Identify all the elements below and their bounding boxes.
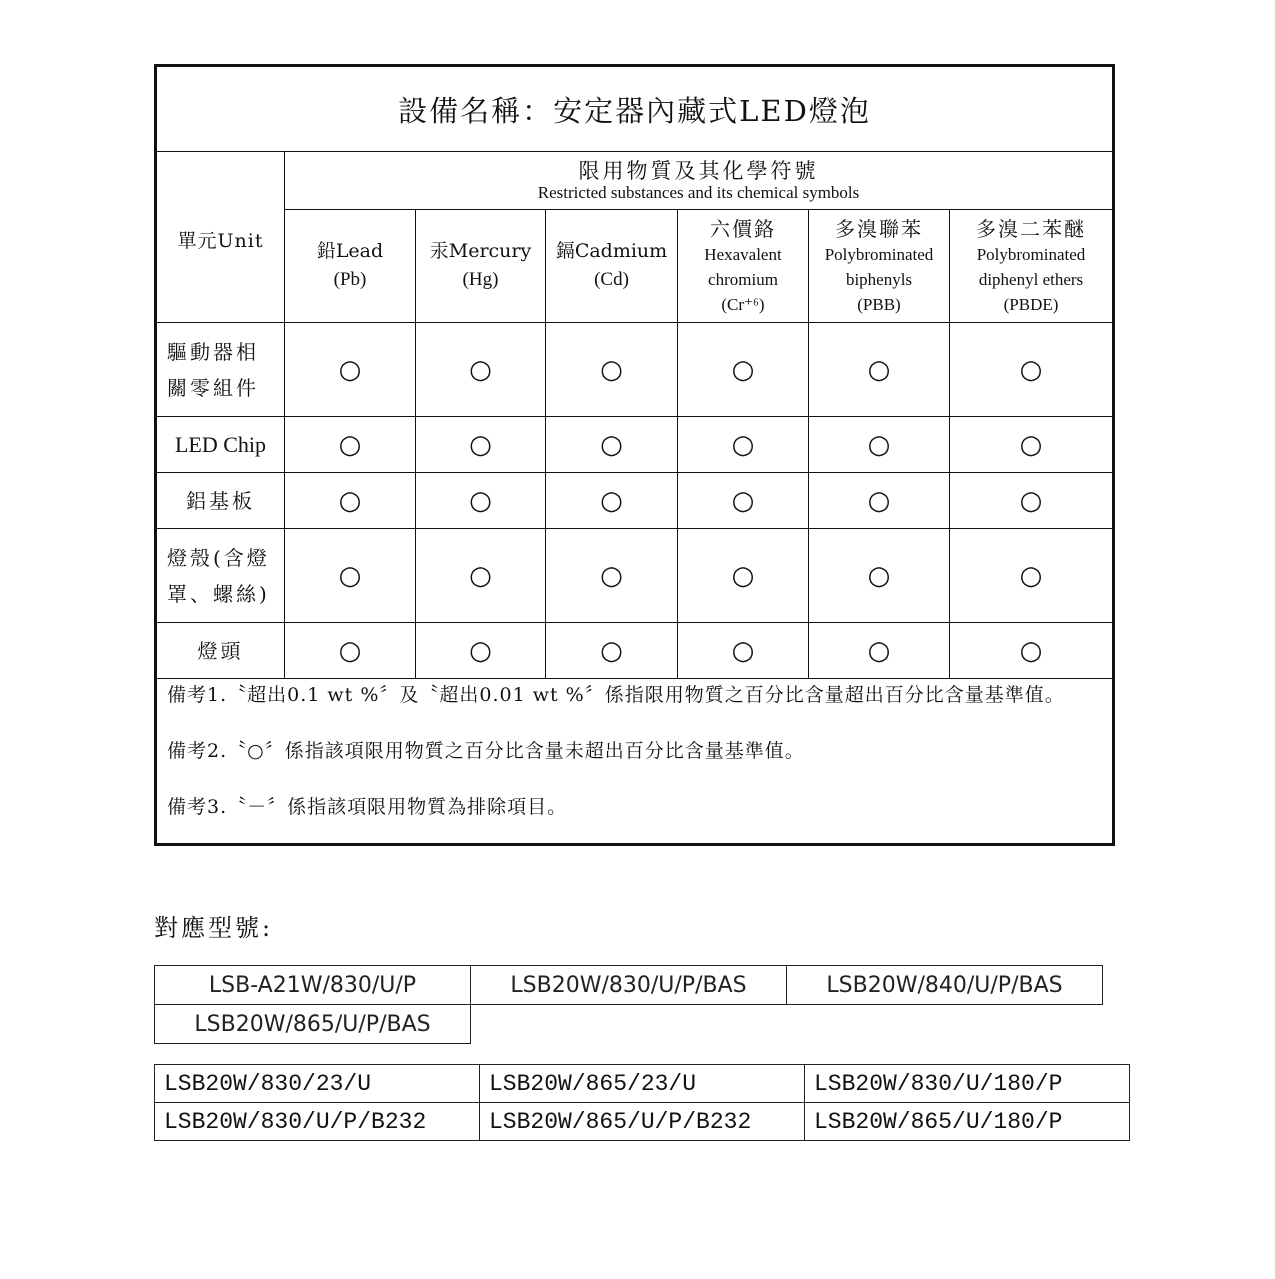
cell-value: ○ bbox=[809, 323, 950, 417]
restricted-en: Restricted substances and its chemical symbols bbox=[537, 182, 860, 202]
model-cell: LSB-A21W/830/U/P bbox=[155, 966, 471, 1005]
cell-value: ○ bbox=[678, 323, 809, 417]
model-cell: LSB20W/865/U/P/B232 bbox=[480, 1103, 805, 1141]
substance-lead: 鉛Lead (Pb) bbox=[285, 210, 416, 323]
cell-value: ○ bbox=[809, 417, 950, 473]
cell-value: ○ bbox=[285, 529, 416, 623]
model-cell: LSB20W/865/U/P/BAS bbox=[155, 1005, 471, 1044]
table-row bbox=[155, 966, 1103, 1005]
cell-value: ○ bbox=[678, 529, 809, 623]
cell-value: ○ bbox=[416, 473, 546, 529]
table-row bbox=[156, 473, 1114, 529]
cell-value: ○ bbox=[546, 473, 678, 529]
note-1: 備考1. 〝超出0.1 wt %〞及〝超出0.01 wt %〞係指限用物質之百分比含量超出百分比含量基準值。 bbox=[167, 684, 1065, 706]
cell-value: ○ bbox=[678, 473, 809, 529]
note-2: 備考2.〝○〞係指該項限用物質之百分比含量未超出百分比含量基準值。 bbox=[167, 740, 805, 762]
cell-value: ○ bbox=[950, 473, 1114, 529]
model-cell: LSB20W/865/U/180/P bbox=[805, 1103, 1130, 1141]
restricted-cn: 限用物質及其化學符號 bbox=[578, 158, 819, 183]
cell-value: ○ bbox=[809, 473, 950, 529]
cell-value: ○ bbox=[950, 529, 1114, 623]
empty-cell bbox=[787, 1005, 1103, 1044]
model-table-1 bbox=[154, 965, 1103, 1044]
model-cell: LSB20W/830/U/180/P bbox=[805, 1065, 1130, 1103]
cell-value: ○ bbox=[285, 623, 416, 679]
substance-hexavalent-chromium: 六價鉻 Hexavalent chromium (Cr⁺⁶) bbox=[678, 210, 809, 323]
model-cell: LSB20W/830/23/U bbox=[155, 1065, 480, 1103]
cell-value: ○ bbox=[678, 417, 809, 473]
cell-value: ○ bbox=[950, 417, 1114, 473]
cell-value: ○ bbox=[809, 529, 950, 623]
row-label: 鋁基板 bbox=[156, 473, 285, 529]
table-row bbox=[155, 1103, 1130, 1141]
model-cell: LSB20W/865/23/U bbox=[480, 1065, 805, 1103]
cell-value: ○ bbox=[678, 623, 809, 679]
cell-value: ○ bbox=[416, 323, 546, 417]
notes-section bbox=[156, 679, 1114, 845]
cell-value: ○ bbox=[809, 623, 950, 679]
substance-cadmium: 鎘Cadmium (Cd) bbox=[546, 210, 678, 323]
row-label: 燈殼(含燈 罩、螺絲) bbox=[156, 529, 285, 623]
cell-value: ○ bbox=[950, 623, 1114, 679]
unit-header: 單元Unit bbox=[156, 152, 285, 323]
cell-value: ○ bbox=[546, 623, 678, 679]
row-label: LED Chip bbox=[156, 417, 285, 473]
model-cell: LSB20W/830/U/P/BAS bbox=[471, 966, 787, 1005]
row-label: 燈頭 bbox=[156, 623, 285, 679]
substance-pbde: 多溴二苯醚 Polybrominated diphenyl ethers (PBDE) bbox=[950, 210, 1114, 323]
cell-value: ○ bbox=[285, 473, 416, 529]
restricted-substances-header bbox=[285, 152, 1114, 210]
cell-value: ○ bbox=[546, 323, 678, 417]
note-3: 備考3.〝－〞係指該項限用物質為排除項目。 bbox=[167, 796, 568, 818]
model-cell: LSB20W/830/U/P/B232 bbox=[155, 1103, 480, 1141]
cell-value: ○ bbox=[950, 323, 1114, 417]
cell-value: ○ bbox=[285, 323, 416, 417]
table-row bbox=[155, 1065, 1130, 1103]
models-title: 對應型號: bbox=[154, 914, 274, 942]
table-row bbox=[155, 1005, 1103, 1044]
cell-value: ○ bbox=[546, 417, 678, 473]
cell-value: ○ bbox=[285, 417, 416, 473]
row-label: 驅動器相 關零組件 bbox=[156, 323, 285, 417]
table-row bbox=[156, 417, 1114, 473]
cell-value: ○ bbox=[416, 623, 546, 679]
table-row bbox=[156, 323, 1114, 417]
model-cell: LSB20W/840/U/P/BAS bbox=[787, 966, 1103, 1005]
cell-value: ○ bbox=[546, 529, 678, 623]
empty-cell bbox=[471, 1005, 787, 1044]
substance-mercury: 汞Mercury (Hg) bbox=[416, 210, 546, 323]
substance-pbb: 多溴聯苯 Polybrominated biphenyls (PBB) bbox=[809, 210, 950, 323]
cell-value: ○ bbox=[416, 417, 546, 473]
model-table-2 bbox=[154, 1064, 1130, 1141]
rohs-table bbox=[154, 64, 1115, 846]
device-title: 設備名稱：安定器內藏式LED燈泡 bbox=[156, 66, 1114, 152]
table-row bbox=[156, 529, 1114, 623]
cell-value: ○ bbox=[416, 529, 546, 623]
table-row bbox=[156, 623, 1114, 679]
